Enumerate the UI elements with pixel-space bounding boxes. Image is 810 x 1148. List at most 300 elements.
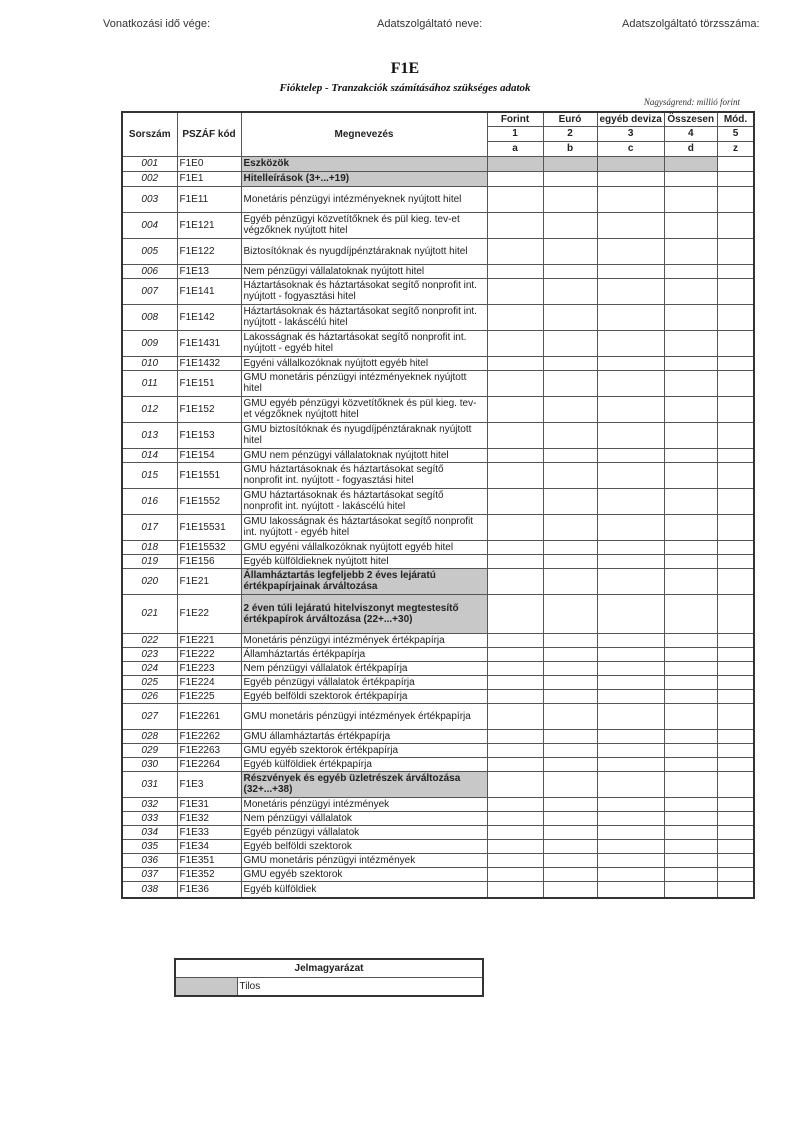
row-number: 037 bbox=[122, 867, 177, 881]
value-cell bbox=[664, 839, 717, 853]
row-number: 026 bbox=[122, 689, 177, 703]
row-name: Biztosítóknak és nyugdíjpénztáraknak nyújtott hitel bbox=[241, 238, 487, 264]
value-cell bbox=[717, 881, 754, 898]
row-name: Háztartásoknak és háztartásokat segítő nonprofit int. nyújtott - fogyasztási hitel bbox=[241, 278, 487, 304]
value-cell bbox=[664, 647, 717, 661]
value-cell bbox=[664, 396, 717, 422]
table-row bbox=[122, 514, 754, 540]
value-cell bbox=[664, 689, 717, 703]
value-cell bbox=[597, 186, 664, 212]
table-row bbox=[122, 881, 754, 898]
value-cell bbox=[664, 729, 717, 743]
value-cell bbox=[664, 881, 717, 898]
value-cell bbox=[717, 156, 754, 171]
value-cell bbox=[717, 661, 754, 675]
value-cell bbox=[543, 839, 597, 853]
value-cell bbox=[597, 729, 664, 743]
row-name: Eszközök bbox=[241, 156, 487, 171]
value-cell bbox=[717, 278, 754, 304]
value-cell bbox=[717, 396, 754, 422]
value-cell bbox=[543, 633, 597, 647]
row-number: 011 bbox=[122, 370, 177, 396]
row-name: Egyéb pénzügyi közvetítőknek és pül kieg. tev-et végzőknek nyújtott hitel bbox=[241, 212, 487, 238]
row-code: F1E2261 bbox=[177, 703, 241, 729]
table-header bbox=[122, 112, 754, 156]
value-cell bbox=[543, 689, 597, 703]
table-row bbox=[122, 867, 754, 881]
value-cell bbox=[543, 757, 597, 771]
value-cell bbox=[487, 867, 543, 881]
value-cell bbox=[543, 811, 597, 825]
table-row bbox=[122, 633, 754, 647]
value-cell bbox=[543, 853, 597, 867]
value-cell bbox=[597, 540, 664, 554]
row-code: F1E352 bbox=[177, 867, 241, 881]
value-cell bbox=[664, 757, 717, 771]
row-code: F1E22 bbox=[177, 594, 241, 633]
row-name: GMU monetáris pénzügyi intézményeknek nyújtott hitel bbox=[241, 370, 487, 396]
value-cell bbox=[717, 825, 754, 839]
row-number: 030 bbox=[122, 757, 177, 771]
value-cell bbox=[543, 422, 597, 448]
row-code: F1E33 bbox=[177, 825, 241, 839]
row-number: 025 bbox=[122, 675, 177, 689]
row-number: 035 bbox=[122, 839, 177, 853]
value-cell bbox=[487, 462, 543, 488]
value-cell bbox=[664, 356, 717, 370]
row-number: 009 bbox=[122, 330, 177, 356]
row-code: F1E1551 bbox=[177, 462, 241, 488]
col-letter: z bbox=[717, 141, 754, 156]
row-name: Lakosságnak és háztartásokat segítő nonprofit int. nyújtott - egyéb hitel bbox=[241, 330, 487, 356]
value-cell bbox=[487, 853, 543, 867]
table-row bbox=[122, 757, 754, 771]
value-cell bbox=[717, 594, 754, 633]
value-cell bbox=[487, 689, 543, 703]
value-cell bbox=[664, 853, 717, 867]
value-cell bbox=[487, 264, 543, 278]
value-cell bbox=[487, 568, 543, 594]
value-cell bbox=[717, 647, 754, 661]
value-cell bbox=[664, 212, 717, 238]
value-cell bbox=[487, 156, 543, 171]
row-number: 014 bbox=[122, 448, 177, 462]
table-row bbox=[122, 647, 754, 661]
table-row bbox=[122, 568, 754, 594]
value-cell bbox=[597, 514, 664, 540]
row-code: F1E1552 bbox=[177, 488, 241, 514]
row-name: GMU háztartásoknak és háztartásokat segítő nonprofit int. nyújtott - fogyasztási hitel bbox=[241, 462, 487, 488]
row-name: Monetáris pénzügyi intézmények értékpapírja bbox=[241, 633, 487, 647]
row-name: Nem pénzügyi vállalatoknak nyújtott hitel bbox=[241, 264, 487, 278]
value-cell bbox=[597, 238, 664, 264]
row-code: F1E156 bbox=[177, 554, 241, 568]
value-cell bbox=[487, 488, 543, 514]
value-cell bbox=[664, 370, 717, 396]
value-cell bbox=[664, 448, 717, 462]
form-subtitle: Fióktelep - Tranzakciók számításához szükséges adatok bbox=[279, 82, 531, 94]
col-number: 1 bbox=[487, 126, 543, 141]
row-code: F1E21 bbox=[177, 568, 241, 594]
legend-table bbox=[174, 958, 484, 997]
value-cell bbox=[487, 661, 543, 675]
value-cell bbox=[543, 370, 597, 396]
value-cell bbox=[487, 771, 543, 797]
table-row bbox=[122, 330, 754, 356]
value-cell bbox=[664, 797, 717, 811]
value-cell bbox=[664, 703, 717, 729]
value-cell bbox=[487, 304, 543, 330]
value-cell bbox=[487, 757, 543, 771]
value-cell bbox=[664, 540, 717, 554]
table-row bbox=[122, 675, 754, 689]
row-number: 023 bbox=[122, 647, 177, 661]
value-cell bbox=[597, 771, 664, 797]
value-cell bbox=[597, 853, 664, 867]
row-number: 017 bbox=[122, 514, 177, 540]
row-code: F1E121 bbox=[177, 212, 241, 238]
row-code: F1E2264 bbox=[177, 757, 241, 771]
value-cell bbox=[597, 356, 664, 370]
col-header-kod: PSZÁF kód bbox=[177, 112, 241, 156]
value-cell bbox=[597, 661, 664, 675]
row-code: F1E36 bbox=[177, 881, 241, 898]
provider-id-label: Adatszolgáltató törzsszáma: bbox=[622, 18, 760, 30]
value-cell bbox=[543, 771, 597, 797]
value-cell bbox=[543, 488, 597, 514]
value-cell bbox=[664, 633, 717, 647]
row-name: 2 éven túli lejáratú hitelviszonyt megtestesítő értékpapírok árváltozása (22+...+30) bbox=[241, 594, 487, 633]
value-cell bbox=[664, 554, 717, 568]
value-cell bbox=[597, 278, 664, 304]
row-number: 016 bbox=[122, 488, 177, 514]
value-cell bbox=[664, 743, 717, 757]
table-row bbox=[122, 811, 754, 825]
row-number: 002 bbox=[122, 171, 177, 186]
value-cell bbox=[543, 825, 597, 839]
row-name: Hitelleírások (3+...+19) bbox=[241, 171, 487, 186]
col-letter: c bbox=[597, 141, 664, 156]
table-row bbox=[122, 825, 754, 839]
col-letter: b bbox=[543, 141, 597, 156]
row-code: F1E224 bbox=[177, 675, 241, 689]
row-code: F1E31 bbox=[177, 797, 241, 811]
value-cell bbox=[717, 370, 754, 396]
value-cell bbox=[487, 356, 543, 370]
table-row bbox=[122, 186, 754, 212]
value-cell bbox=[487, 422, 543, 448]
row-code: F1E2263 bbox=[177, 743, 241, 757]
value-cell bbox=[664, 304, 717, 330]
table-row bbox=[122, 729, 754, 743]
value-cell bbox=[597, 396, 664, 422]
col-header-osszesen: Összesen bbox=[664, 112, 717, 126]
value-cell bbox=[543, 647, 597, 661]
row-name: GMU államháztartás értékpapírja bbox=[241, 729, 487, 743]
value-cell bbox=[597, 304, 664, 330]
value-cell bbox=[543, 304, 597, 330]
row-number: 034 bbox=[122, 825, 177, 839]
value-cell bbox=[717, 757, 754, 771]
row-name: Egyéb belföldi szektorok értékpapírja bbox=[241, 689, 487, 703]
table-row bbox=[122, 238, 754, 264]
table-row bbox=[122, 396, 754, 422]
row-name: Egyéni vállalkozóknak nyújtott egyéb hitel bbox=[241, 356, 487, 370]
row-code: F1E141 bbox=[177, 278, 241, 304]
row-name: GMU egyéb szektorok értékpapírja bbox=[241, 743, 487, 757]
row-number: 028 bbox=[122, 729, 177, 743]
value-cell bbox=[487, 633, 543, 647]
col-header-forint: Forint bbox=[487, 112, 543, 126]
row-code: F1E122 bbox=[177, 238, 241, 264]
value-cell bbox=[543, 278, 597, 304]
value-cell bbox=[717, 743, 754, 757]
value-cell bbox=[664, 278, 717, 304]
value-cell bbox=[597, 647, 664, 661]
row-code: F1E351 bbox=[177, 853, 241, 867]
value-cell bbox=[543, 356, 597, 370]
value-cell bbox=[543, 554, 597, 568]
value-cell bbox=[597, 675, 664, 689]
legend-title: Jelmagyarázat bbox=[175, 959, 483, 978]
value-cell bbox=[717, 422, 754, 448]
row-name: Államháztartás legfeljebb 2 éves lejáratú értékpapírjainak árváltozása bbox=[241, 568, 487, 594]
table-row bbox=[122, 278, 754, 304]
value-cell bbox=[543, 186, 597, 212]
value-cell bbox=[543, 171, 597, 186]
value-cell bbox=[664, 156, 717, 171]
table-row bbox=[122, 771, 754, 797]
value-cell bbox=[717, 853, 754, 867]
value-cell bbox=[597, 689, 664, 703]
row-code: F1E223 bbox=[177, 661, 241, 675]
value-cell bbox=[664, 514, 717, 540]
data-table bbox=[121, 111, 755, 899]
value-cell bbox=[664, 264, 717, 278]
value-cell bbox=[664, 462, 717, 488]
value-cell bbox=[664, 330, 717, 356]
value-cell bbox=[717, 839, 754, 853]
row-code: F1E1 bbox=[177, 171, 241, 186]
value-cell bbox=[717, 238, 754, 264]
value-cell bbox=[717, 675, 754, 689]
value-cell bbox=[717, 514, 754, 540]
row-name: Háztartásoknak és háztartásokat segítő nonprofit int. nyújtott - lakáscélú hitel bbox=[241, 304, 487, 330]
table-row bbox=[122, 171, 754, 186]
value-cell bbox=[487, 839, 543, 853]
row-number: 031 bbox=[122, 771, 177, 797]
row-number: 001 bbox=[122, 156, 177, 171]
row-code: F1E152 bbox=[177, 396, 241, 422]
row-number: 038 bbox=[122, 881, 177, 898]
value-cell bbox=[487, 212, 543, 238]
value-cell bbox=[597, 839, 664, 853]
table-row bbox=[122, 554, 754, 568]
value-cell bbox=[543, 264, 597, 278]
value-cell bbox=[597, 212, 664, 238]
table-row bbox=[122, 156, 754, 171]
col-letter: a bbox=[487, 141, 543, 156]
value-cell bbox=[717, 568, 754, 594]
value-cell bbox=[543, 594, 597, 633]
value-cell bbox=[664, 675, 717, 689]
value-cell bbox=[487, 278, 543, 304]
legend-item: Tilos bbox=[237, 978, 483, 997]
value-cell bbox=[487, 594, 543, 633]
value-cell bbox=[717, 797, 754, 811]
value-cell bbox=[717, 304, 754, 330]
value-cell bbox=[597, 554, 664, 568]
row-name: GMU egyéb pénzügyi közvetítőknek és pül kieg. tev-et végzőknek nyújtott hitel bbox=[241, 396, 487, 422]
value-cell bbox=[717, 811, 754, 825]
row-name: GMU egyéb szektorok bbox=[241, 867, 487, 881]
value-cell bbox=[597, 330, 664, 356]
col-header-megnevezes: Megnevezés bbox=[241, 112, 487, 156]
value-cell bbox=[487, 171, 543, 186]
value-cell bbox=[717, 186, 754, 212]
row-name: Egyéb pénzügyi vállalatok értékpapírja bbox=[241, 675, 487, 689]
value-cell bbox=[597, 867, 664, 881]
row-name: Nem pénzügyi vállalatok bbox=[241, 811, 487, 825]
table-row bbox=[122, 462, 754, 488]
row-number: 022 bbox=[122, 633, 177, 647]
value-cell bbox=[543, 881, 597, 898]
row-number: 024 bbox=[122, 661, 177, 675]
value-cell bbox=[543, 675, 597, 689]
value-cell bbox=[487, 370, 543, 396]
row-number: 004 bbox=[122, 212, 177, 238]
row-name: Egyéb pénzügyi vállalatok bbox=[241, 825, 487, 839]
unit-note: Nagyságrend: millió forint bbox=[643, 97, 740, 107]
value-cell bbox=[487, 448, 543, 462]
value-cell bbox=[597, 370, 664, 396]
legend-swatch bbox=[175, 978, 237, 997]
row-code: F1E15531 bbox=[177, 514, 241, 540]
row-name: GMU egyéni vállalkozóknak nyújtott egyéb hitel bbox=[241, 540, 487, 554]
value-cell bbox=[543, 797, 597, 811]
value-cell bbox=[597, 797, 664, 811]
table-row bbox=[122, 370, 754, 396]
col-number: 4 bbox=[664, 126, 717, 141]
value-cell bbox=[664, 811, 717, 825]
row-code: F1E151 bbox=[177, 370, 241, 396]
value-cell bbox=[717, 488, 754, 514]
table-row bbox=[122, 853, 754, 867]
row-number: 027 bbox=[122, 703, 177, 729]
value-cell bbox=[543, 661, 597, 675]
row-name: Egyéb külföldiek bbox=[241, 881, 487, 898]
value-cell bbox=[664, 825, 717, 839]
value-cell bbox=[664, 867, 717, 881]
col-header-egyeb-deviza: egyéb deviza bbox=[597, 112, 664, 126]
value-cell bbox=[487, 396, 543, 422]
table-body bbox=[122, 156, 754, 898]
value-cell bbox=[487, 238, 543, 264]
value-cell bbox=[487, 675, 543, 689]
value-cell bbox=[543, 540, 597, 554]
value-cell bbox=[543, 396, 597, 422]
value-cell bbox=[597, 156, 664, 171]
row-code: F1E34 bbox=[177, 839, 241, 853]
value-cell bbox=[487, 881, 543, 898]
value-cell bbox=[717, 633, 754, 647]
value-cell bbox=[597, 743, 664, 757]
value-cell bbox=[597, 633, 664, 647]
value-cell bbox=[717, 729, 754, 743]
value-cell bbox=[597, 488, 664, 514]
value-cell bbox=[543, 238, 597, 264]
row-code: F1E225 bbox=[177, 689, 241, 703]
value-cell bbox=[597, 462, 664, 488]
col-header-mod: Mód. bbox=[717, 112, 754, 126]
value-cell bbox=[487, 703, 543, 729]
row-name: GMU nem pénzügyi vállalatoknak nyújtott hitel bbox=[241, 448, 487, 462]
row-code: F1E32 bbox=[177, 811, 241, 825]
row-name: Nem pénzügyi vállalatok értékpapírja bbox=[241, 661, 487, 675]
row-number: 008 bbox=[122, 304, 177, 330]
row-number: 013 bbox=[122, 422, 177, 448]
value-cell bbox=[717, 462, 754, 488]
value-cell bbox=[487, 186, 543, 212]
row-code: F1E153 bbox=[177, 422, 241, 448]
value-cell bbox=[543, 156, 597, 171]
row-number: 033 bbox=[122, 811, 177, 825]
table-row bbox=[122, 488, 754, 514]
table-row bbox=[122, 212, 754, 238]
value-cell bbox=[597, 703, 664, 729]
row-code: F1E222 bbox=[177, 647, 241, 661]
value-cell bbox=[597, 594, 664, 633]
value-cell bbox=[543, 729, 597, 743]
value-cell bbox=[664, 171, 717, 186]
row-code: F1E1431 bbox=[177, 330, 241, 356]
value-cell bbox=[664, 488, 717, 514]
row-number: 005 bbox=[122, 238, 177, 264]
table-row bbox=[122, 797, 754, 811]
table-row bbox=[122, 839, 754, 853]
row-name: Egyéb külföldiek értékpapírja bbox=[241, 757, 487, 771]
row-name: GMU háztartásoknak és háztartásokat segítő nonprofit int. nyújtott - lakáscélú hitel bbox=[241, 488, 487, 514]
value-cell bbox=[487, 811, 543, 825]
row-code: F1E221 bbox=[177, 633, 241, 647]
value-cell bbox=[717, 356, 754, 370]
value-cell bbox=[597, 171, 664, 186]
table-row bbox=[122, 743, 754, 757]
row-number: 015 bbox=[122, 462, 177, 488]
value-cell bbox=[487, 797, 543, 811]
value-cell bbox=[717, 703, 754, 729]
row-name: Részvények és egyéb üzletrészek árváltozása (32+...+38) bbox=[241, 771, 487, 797]
value-cell bbox=[717, 554, 754, 568]
value-cell bbox=[543, 462, 597, 488]
row-code: F1E0 bbox=[177, 156, 241, 171]
form-title: F1E bbox=[390, 60, 420, 77]
value-cell bbox=[717, 212, 754, 238]
value-cell bbox=[664, 771, 717, 797]
row-code: F1E15532 bbox=[177, 540, 241, 554]
value-cell bbox=[543, 330, 597, 356]
row-name: Monetáris pénzügyi intézmények bbox=[241, 797, 487, 811]
row-name: GMU lakosságnak és háztartásokat segítő nonprofit int. nyújtott - egyéb hitel bbox=[241, 514, 487, 540]
row-name: Monetáris pénzügyi intézményeknek nyújtott hitel bbox=[241, 186, 487, 212]
value-cell bbox=[487, 647, 543, 661]
row-code: F1E13 bbox=[177, 264, 241, 278]
table-row bbox=[122, 594, 754, 633]
row-number: 029 bbox=[122, 743, 177, 757]
value-cell bbox=[717, 771, 754, 797]
value-cell bbox=[487, 729, 543, 743]
row-number: 007 bbox=[122, 278, 177, 304]
